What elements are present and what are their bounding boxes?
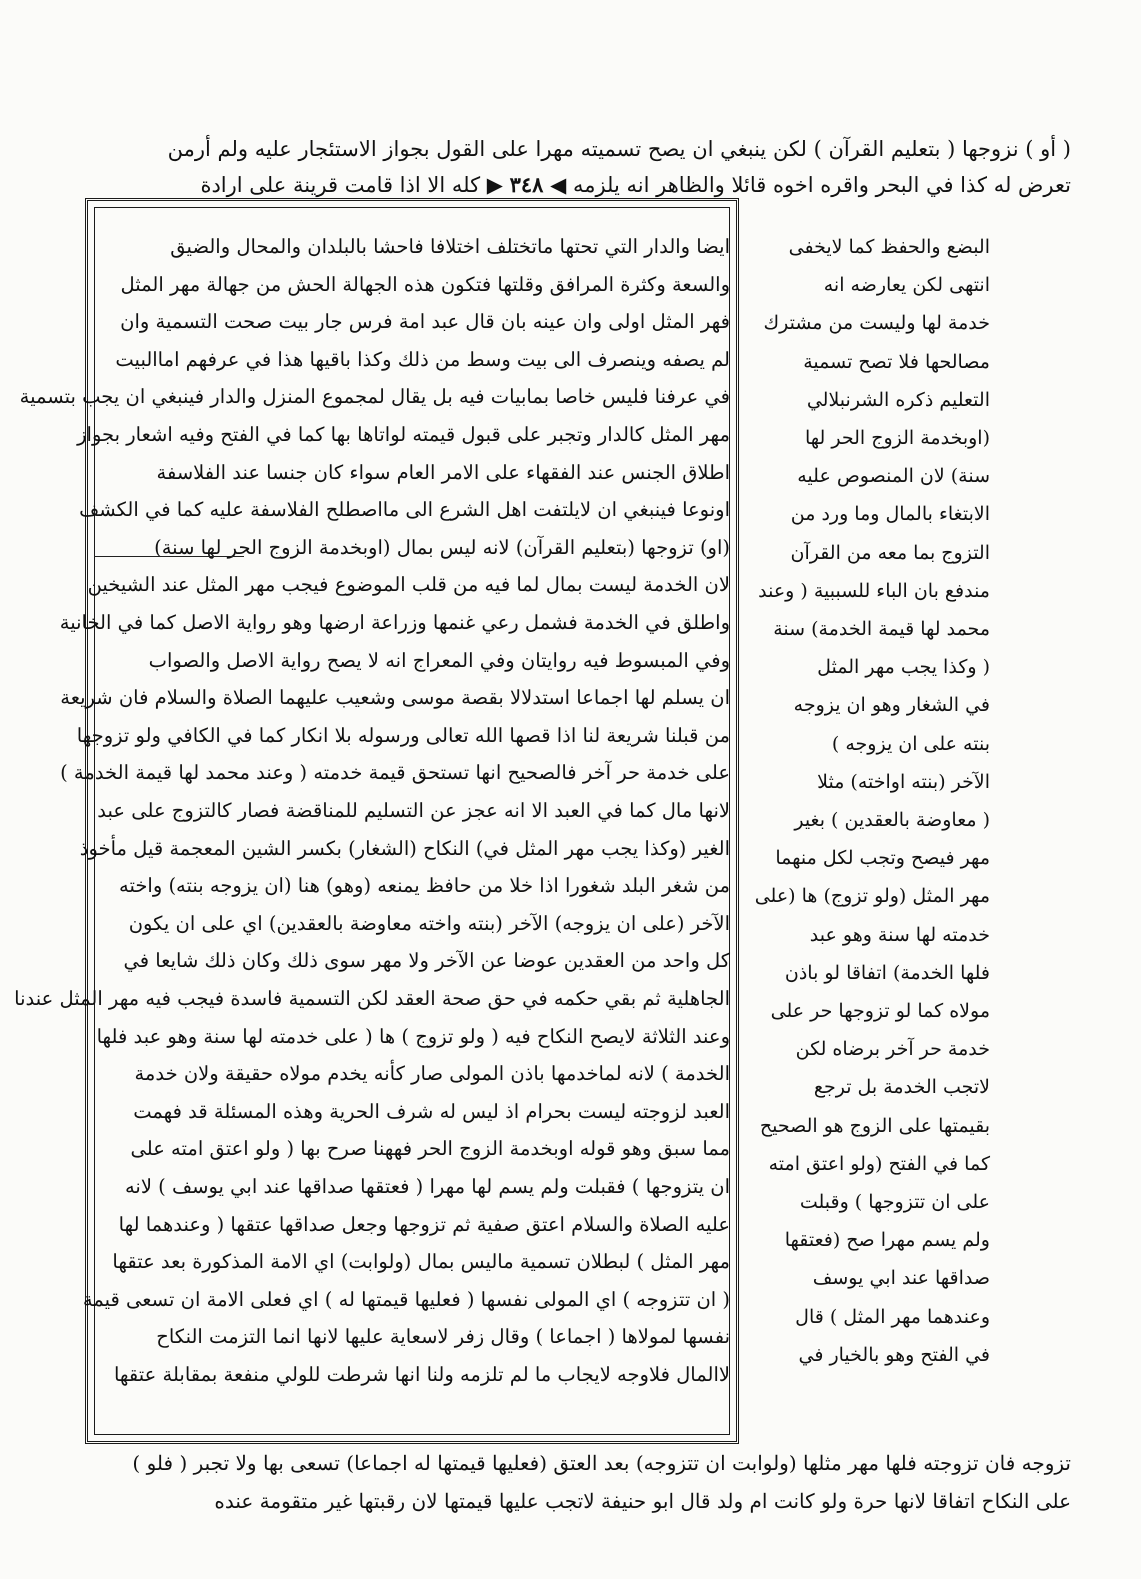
margin-text-line: فلها الخدمة) اتفاقا لو باذن: [784, 961, 990, 984]
main-text-line: مهر المثل ) لبطلان تسمية ماليس بمال (ولوابت) اي الامة المذكورة بعد عتقها: [112, 1250, 730, 1274]
main-text-line: على خدمة حر آخر فالصحيح انها تستحق قيمة خدمته ( وعند محمد لها قيمة الخدمة ): [60, 761, 730, 785]
margin-text-line: انتهى لكن يعارضه انه: [823, 274, 990, 297]
header-line-2: [61, 168, 1071, 202]
header-line-2-after: كله الا اذا قامت قرينة على ارادة: [200, 173, 481, 197]
main-text-line: ايضا والدار التي تحتها ماتختلف اختلافا فاحشا بالبلدان والمحال والضيق: [170, 235, 730, 258]
margin-text-line: لاتجب الخدمة بل ترجع: [813, 1076, 990, 1099]
margin-text-line: الابتغاء بالمال وما ورد من: [790, 503, 990, 526]
margin-text-line: بقيمتها على الزوج هو الصحيح: [759, 1114, 990, 1137]
main-text-line: ان يسلم لها اجماعا استدلالا بقصة موسى وشعيب عليهما الصلاة والسلام فان شريعة: [60, 686, 730, 710]
main-text-line: لانها مال كما في العبد الا انه عجز عن التسليم للمناقضة فصار كالتزوج على عبد: [97, 799, 730, 822]
margin-text-line: مهر فيصح وتجب لكل منهما: [775, 847, 990, 870]
main-text-line: (او) تزوجها (بتعليم القرآن) لانه ليس بمال (اوبخدمة الزوج الحر لها سنة): [154, 535, 730, 559]
margin-text-line: خدمة لها وليست من مشترك: [763, 312, 990, 335]
ornament-right: ▶: [480, 173, 503, 197]
margin-text-line: مندفع بان الباء للسببية ( وعند: [758, 579, 990, 602]
footer-line-2: على النكاح اتفاقا لانها حرة ولو كانت ام ولد قال ابو حنيفة لاتجب عليها قيمتها لان رقبتها غير متقومة عنده: [214, 1489, 1071, 1513]
main-text-line: فهر المثل اولى وان عينه بان قال عبد امة فرس جار بيت صحت التسمية وان: [120, 310, 730, 334]
ornament-left: ◀: [543, 173, 567, 197]
main-text-line: الآخر (على ان يزوجه) الآخر (بنته واخته معاوضة بالعقدين) اي على ان يكون: [128, 911, 730, 935]
main-text-line: ان يتزوجها ) فقبلت ولم يسم لها مهرا ( فعتقها صداقها عند ابي يوسف ) لانه: [124, 1175, 730, 1198]
margin-text-line: التزوج بما معه من القرآن: [790, 541, 990, 564]
main-text-line: لاالمال فلاوجه لايجاب ما لم تلزمه ولنا انها شرطت للولي منفعة بمقابلة عتقها: [113, 1363, 730, 1386]
main-text-line: اطلاق الجنس عند الفقهاء على الامر العام سواء كان جنسا عند الفلاسفة: [156, 460, 730, 484]
main-text-line: الجاهلية ثم بقي حكمه في حق صحة العقد لكن التسمية فاسدة فيجب فيه مهر المثل عندنا: [14, 987, 730, 1010]
header-line-1: ( أو ) نزوجها ( بتعليم القرآن ) لكن ينبغي ان يصح تسميته مهرا على القول بجواز الاستئجار عليه ولم أرمن: [167, 137, 1071, 161]
main-text-line: اونوعا فينبغي ان لايلتفت اهل الشرع الى مااصطلح الفلاسفة عليه كما في الكشف: [79, 498, 730, 522]
main-text-line: مما سبق وهو قوله اوبخدمة الزوج الحر فههنا صرح بها ( ولو اعتق امته على: [130, 1137, 730, 1161]
main-text-line: لان الخدمة ليست بمال لما فيه من قلب الموضوع فيجب مهر المثل عند الشيخين: [87, 573, 730, 597]
section-divider: [94, 556, 244, 557]
margin-text-line: بنته على ان يزوجه ): [831, 732, 990, 755]
main-text-line: من شغر البلد شغورا اذا خلا من حافظ يمنعه (وهو) هنا (ان يزوجه بنته) واخته: [119, 874, 730, 898]
margin-text-line: مصالحها فلا تصح تسمية: [803, 350, 990, 373]
main-text-line: وفي المبسوط فيه روايتان وفي المعراج انه لا يصح رواية الاصل والصواب: [148, 648, 730, 672]
main-text-line: وعند الثلاثة لايصح النكاح فيه ( ولو تزوج ) ها ( على خدمته لها سنة وهو عبد فلها: [96, 1024, 730, 1048]
margin-text-line: مولاه كما لو تزوجها حر على: [770, 1000, 990, 1022]
margin-text-line: وعندهما مهر المثل ) قال: [795, 1305, 990, 1328]
margin-text-line: محمد لها قيمة الخدمة) سنة: [773, 618, 990, 640]
main-text-line: كل واحد من العقدين عوضا عن الآخر ولا مهر سوى ذلك وكان ذلك شايعا في: [123, 949, 730, 973]
main-text-line: مهر المثل كالدار وتجبر على قبول قيمته لواتاها بها كما في الفتح وفيه اشعار بجواز: [77, 423, 730, 446]
footer-line-1: تزوجه فان تزوجته فلها مهر مثلها (ولوابت ان تتزوجه) بعد العتق (فعليها قيمتها له اجماعا) تسعى بها ولا تجبر ( فلو ): [132, 1451, 1071, 1475]
main-text-line: عليه الصلاة والسلام اعتق صفية ثم تزوجها وجعل صداقها عتقها ( وعندهما لها: [118, 1212, 730, 1236]
margin-text-line: ( معاوضة بالعقدين ) بغير: [794, 809, 990, 831]
main-text-line: والسعة وكثرة المرافق وقلتها فتكون هذه الجهالة الحش من جهالة مهر المثل: [120, 272, 730, 296]
margin-text-line: في الشغار وهو ان يزوجه: [793, 694, 990, 717]
margin-text-line: الآخر (بنته اواخته) مثلا: [817, 770, 990, 793]
margin-text-line: خدمته لها سنة وهو عبد: [809, 923, 990, 946]
margin-text-line: على ان تتزوجها ) وقبلت: [799, 1191, 990, 1213]
main-text-line: في عرفنا فليس خاصا بمابيات فيه بل يقال لمجموع المنزل والدار فينبغي ان يجب بتسمية: [19, 385, 730, 409]
main-text-line: من قبلنا شريعة لنا اذا قصها الله تعالى ورسوله بلا انكار كما في الكافي ولو تزوجها: [76, 723, 730, 747]
main-text-line: واطلق في الخدمة فشمل رعي غنمها وزراعة ارضها وهو رواية الاصل كما في الخانية: [59, 611, 730, 634]
margin-text-line: التعليم ذكره الشرنبلالي: [806, 388, 990, 411]
margin-text-line: سنة) لان المنصوص عليه: [797, 465, 990, 488]
main-text-line: نفسها لمولاها ( اجماعا ) وقال زفر لاسعاية عليها لانها انما التزمت النكاح: [156, 1325, 730, 1349]
main-text-line: الخدمة ) لانه لماخدمها باذن المولى صار كأنه يخدم مولاه حقيقة ولان خدمة: [134, 1062, 730, 1086]
main-text-line: لم يصفه وينصرف الى بيت وسط من ذلك وكذا باقيها هذا في عرفهم اماالبيت: [115, 347, 730, 371]
margin-text-line: البضع والحفظ كما لايخفى: [788, 236, 990, 258]
margin-text-line: في الفتح وهو بالخيار في: [798, 1343, 990, 1366]
page-number: ٣٤٨: [509, 172, 544, 197]
margin-text-line: كما في الفتح (ولو اعتق امته: [768, 1152, 990, 1175]
main-text-line: ( ان تتزوجه ) اي المولى نفسها ( فعليها قيمتها له ) اي فعلى الامة ان تسعى قيمة: [82, 1287, 730, 1311]
margin-text-line: صداقها عند ابي يوسف: [812, 1267, 990, 1290]
header-line-2-before: تعرض له كذا في البحر واقره اخوه قائلا والظاهر انه يلزمه: [572, 173, 1071, 197]
margin-text-line: مهر المثل (ولو تزوج) ها (على: [754, 885, 990, 908]
margin-text-line: ( وكذا يجب مهر المثل: [817, 656, 990, 679]
margin-text-line: خدمة حر آخر برضاه لكن: [795, 1038, 990, 1061]
main-text-line: الغير (وكذا يجب مهر المثل في) النكاح (الشغار) بكسر الشين المعجمة قيل مأخوذ: [79, 836, 730, 860]
margin-text-line: ولم يسم مهرا صح (فعتقها: [784, 1229, 990, 1252]
margin-text-line: (اوبخدمة الزوج الحر لها: [804, 427, 990, 449]
main-text-line: العبد لزوجته ليست بحرام اذ ليس له شرف الحرية وهذه المسئلة قد فهمت: [133, 1099, 730, 1123]
